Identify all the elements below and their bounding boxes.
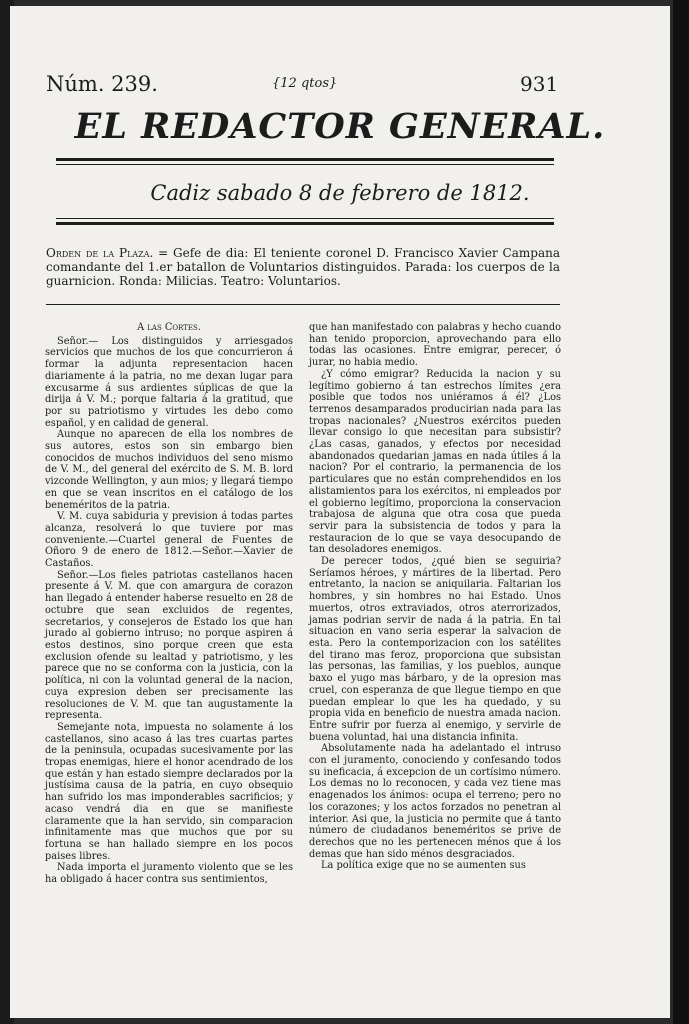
section-heading: A las Cortes. [137,322,201,333]
paragraph: que han manifestado con palabras y hecho cuando han tenido proporcion, aprovechando para ello todas las ocasiones. Entre emigrar, perecer, ó jurar, no habia medio. [309,322,561,369]
rule-top-thick [56,158,554,161]
rule-date-thick [56,222,554,225]
order-label: Orden de la Plaza. [46,246,154,260]
paragraph: Señor.— Los distinguidos y arriesgados servicios que muchos de los que concurrieron á formar la adjunta representacion hacen diariamente á la patria, no me dexan lugar para excusarme á sus ardientes súplicas de que la dirija á V. M.; porque faltaria á la gratitud, que por su patriotismo y virtudes les debo como español, y en calidad de general. [45,335,293,429]
order-text: = Gefe de dia: El teniente coronel D. Francisco Xavier Campana comandante del 1.er batallon de Voluntarios distinguidos. Parada: los cuerpos de la guarnicion. Ronda: Milicias. Teatro: Voluntarios. [46,246,560,288]
section-divider [46,304,560,305]
rule-top-thin [56,164,554,165]
paragraph: Nada importa el juramento violento que se les ha obligado á hacer contra sus sentimientos, [45,862,293,886]
scan-border-right [673,0,689,1024]
paragraph: Aunque no aparecen de ella los nombres de sus autores, estos son sin embargo bien conocidos de muchos individuos del seno mismo de V. M., del general del exército de S. M. B. lord vizconde Wellington, y aun mios; y llegará tiempo en que se vean inscritos en el catálogo de los beneméritos de la patria. [45,429,293,511]
paragraph: De perecer todos, ¿qué bien se seguiria? Seríamos héroes, y mártires de la libertad. Pero entretanto, la nacion se aniquilaria. Faltarian los hombres, y sin hombres no hai Estado. Unos muertos, otros extraviados, otros aterrorizados, jamas podrian servir de nada á la patria. En tal situacion en vano seria esperar la salvacion de esta. Pero la contemporizacion con los satélites del tirano mas feroz, proporciona que subsistan las personas, las familias, y los pueblos, aunque baxo el yugo mas bárbaro, y de la opresion mas cruel, con esperanza de que llegue tiempo en que puedan emplear lo que les ha quedado, y su propia vida en beneficio de nuestra amada nacion. Entre sufrir por fuerza al enemigo, y servirle de buena voluntad, hai una distancia infinita. [309,556,561,743]
order-of-the-day [46,246,560,288]
issue-number: Núm. 239. [46,72,158,96]
left-column [45,322,293,886]
rule-date-thin [56,218,554,219]
page-number: 931 [520,72,559,96]
paragraph: Absolutamente nada ha adelantado el intruso con el juramento, conociendo y confesando todos su ineficacia, á excepcion de un cortísimo número. Los demas no lo reconocen, y cada vez tiene mas enagenados los ánimos: ocupa el terreno; pero no los corazones; y los actos forzados no penetran al interior. Asi que, la justicia no permite que á tanto número de ciudadanos beneméritos se prive de derechos que no les pertenecen ménos que á los demas que han sido ménos desgraciados. [309,743,561,860]
issue-date: Cadiz sabado 8 de febrero de 1812. [150,181,530,205]
paragraph: ¿Y cómo emigrar? Reducida la nacion y su legítimo gobierno á tan estrechos límites ¿era posible que todos nos uniéramos á él? ¿Los terrenos desamparados producirian nada para las tropas nacionales? ¿Nuestros exércitos pueden llevar consigo lo que necesitan para subsistir? ¿Las casas, ganados, y efectos por necesidad abandonados quedarian jamas en nada útiles á la nacion? Por el contrario, la permanencia de los particulares que no están comprehendidos en los alistamientos para los exércitos, ni empleados por el gobierno legítimo, proporciona la conservacion trabajosa de alguna que otra cosa que pueda servir para la subsistencia de todos y para la restauracion de lo que se vaya desocupando de tan desoladores enemigos. [309,368,561,556]
paragraph: Señor.—Los fieles patriotas castellanos hacen presente á V. M. que con amargura de corazon han llegado á entender haberse resuelto en 28 de octubre que sean excluidos de regentes, secretarios, y consejeros de Estado los que han jurado al gobierno intruso; no porque aspiren á estos destinos, sino porque creen que esta exclusion ofende su lealtad y patriotismo, y les parece que no se conforma con la justicia, con la política, ni con la voluntad general de la nacion, cuya expresion deben ser precisamente las resoluciones de V. M. que tan augustamente la representa. [45,569,293,722]
masthead-title: EL REDACTOR GENERAL. [74,106,606,147]
newspaper-page [10,6,670,1018]
right-column [309,322,561,872]
paragraph: V. M. cuya sabiduria y prevision á todas partes alcanza, resolverá lo que tuviere por mas conveniente.—Cuartel general de Fuentes de Oñoro 9 de enero de 1812.—Señor.—Xavier de Castaños. [45,511,293,570]
format-note: {12 qtos} [272,76,338,91]
paragraph: Semejante nota, impuesta no solamente á los castellanos, sino acaso á las tres cuartas partes de la peninsula, ocupadas sucesivamente por las tropas enemigas, hiere el honor acendrado de los que están y han estado siempre declarados por la justísima causa de la patria, en cuyo obsequio han sufrido los mas imponderables sacrificios; y acaso vendrá dia en que se manifieste claramente que la han servido, sin comparacion infinitamente mas que muchos que por su fortuna se han hallado siempre en los pocos paises libres. [45,721,293,862]
paragraph: La política exige que no se aumenten sus [321,860,526,872]
